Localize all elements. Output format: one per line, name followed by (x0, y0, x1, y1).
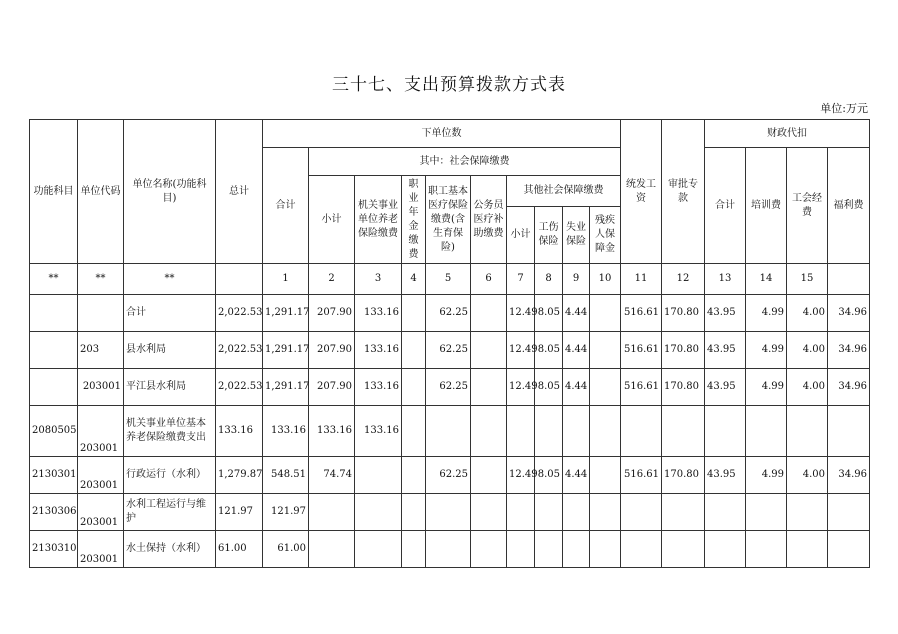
cell-c10 (621, 494, 662, 531)
cell-c7 (535, 406, 563, 457)
cell-c2 (309, 531, 355, 568)
cell-c1: 1,291.17 (263, 369, 309, 406)
cell-c4 (402, 295, 426, 332)
index-cell: 1 (263, 264, 309, 295)
cell-name: 水土保持（水利） (124, 531, 216, 568)
cell-func: 2080505 (30, 406, 78, 457)
header-unit-code: 单位代码 (78, 120, 124, 264)
cell-c7: 8.05 (535, 369, 563, 406)
index-cell (216, 264, 263, 295)
cell-c5 (426, 406, 471, 457)
cell-c5b (471, 457, 507, 494)
cell-func: 2130301 (30, 457, 78, 494)
cell-c8 (563, 494, 590, 531)
cell-c10: 516.61 (621, 332, 662, 369)
cell-c8: 4.44 (563, 369, 590, 406)
cell-code: 203001 (78, 457, 124, 494)
cell-code: 203001 (78, 531, 124, 568)
cell-c3 (355, 457, 402, 494)
cell-c11: 170.80 (662, 457, 705, 494)
index-cell: ** (78, 264, 124, 295)
cell-name: 县水利局 (124, 332, 216, 369)
cell-c5b (471, 332, 507, 369)
cell-c3: 133.16 (355, 295, 402, 332)
header-welfare: 福利费 (828, 148, 870, 264)
cell-code: 203001 (78, 369, 124, 406)
cell-c15 (828, 494, 870, 531)
cell-c8 (563, 531, 590, 568)
cell-c4 (402, 406, 426, 457)
cell-c1: 1,291.17 (263, 332, 309, 369)
cell-c1: 548.51 (263, 457, 309, 494)
header-other-social: 其他社会保障缴费 (507, 176, 621, 207)
budget-table (29, 119, 870, 568)
cell-c2: 207.90 (309, 369, 355, 406)
cell-c4 (402, 531, 426, 568)
cell-c2: 133.16 (309, 406, 355, 457)
header-pension: 机关事业单位养老保险缴费 (355, 176, 402, 264)
cell-c7: 8.05 (535, 295, 563, 332)
index-cell (828, 264, 870, 295)
cell-c1: 133.16 (263, 406, 309, 457)
table-row (30, 457, 870, 494)
index-cell: 5 (426, 264, 471, 295)
page-title: 三十七、支出预算拨款方式表 (332, 75, 566, 95)
cell-total: 61.00 (216, 531, 263, 568)
cell-c12 (705, 531, 746, 568)
header-social-security: 其中：社会保障缴费 (309, 148, 621, 176)
cell-c11: 170.80 (662, 332, 705, 369)
index-cell: 9 (563, 264, 590, 295)
cell-c3: 133.16 (355, 332, 402, 369)
cell-c14: 4.00 (787, 332, 828, 369)
cell-c2 (309, 494, 355, 531)
cell-c12: 43.95 (705, 369, 746, 406)
cell-c4 (402, 332, 426, 369)
cell-c3: 133.16 (355, 406, 402, 457)
header-total: 总计 (216, 120, 263, 264)
cell-c9 (590, 531, 621, 568)
cell-c11: 170.80 (662, 295, 705, 332)
index-row (30, 264, 870, 295)
cell-c9 (590, 295, 621, 332)
cell-c9 (590, 406, 621, 457)
cell-func: 2130310 (30, 531, 78, 568)
index-cell: 8 (535, 264, 563, 295)
cell-c11 (662, 406, 705, 457)
cell-c3 (355, 494, 402, 531)
table-row (30, 295, 870, 332)
index-cell: 4 (402, 264, 426, 295)
cell-code: 203001 (78, 406, 124, 457)
cell-c12 (705, 406, 746, 457)
cell-c7: 8.05 (535, 332, 563, 369)
cell-c6: 12.49 (507, 457, 535, 494)
cell-c12: 43.95 (705, 457, 746, 494)
cell-c10: 516.61 (621, 369, 662, 406)
cell-c9 (590, 332, 621, 369)
cell-c8 (563, 406, 590, 457)
cell-c14: 4.00 (787, 295, 828, 332)
cell-name: 平江县水利局 (124, 369, 216, 406)
cell-c7 (535, 531, 563, 568)
index-cell: 3 (355, 264, 402, 295)
cell-c1: 61.00 (263, 531, 309, 568)
cell-c5b (471, 295, 507, 332)
cell-c15: 34.96 (828, 295, 870, 332)
cell-c2: 207.90 (309, 295, 355, 332)
cell-c13: 4.99 (746, 457, 787, 494)
header-medical: 职工基本医疗保险缴费(含生育保险) (426, 176, 471, 264)
header-civil-medical: 公务员医疗补助缴费 (471, 176, 507, 264)
cell-total: 2,022.53 (216, 332, 263, 369)
cell-func (30, 332, 78, 369)
cell-c12 (705, 494, 746, 531)
cell-c13 (746, 494, 787, 531)
cell-c13: 4.99 (746, 295, 787, 332)
cell-c8: 4.44 (563, 457, 590, 494)
cell-c13: 4.99 (746, 332, 787, 369)
cell-c14 (787, 406, 828, 457)
cell-total: 2,022.53 (216, 369, 263, 406)
cell-c5b (471, 531, 507, 568)
cell-c6: 12.49 (507, 295, 535, 332)
header-union: 工会经费 (787, 148, 828, 264)
cell-c6 (507, 494, 535, 531)
cell-c1: 1,291.17 (263, 295, 309, 332)
cell-name: 水利工程运行与维护 (124, 494, 216, 531)
header-lower-total: 合计 (263, 148, 309, 264)
cell-c4 (402, 457, 426, 494)
cell-c15: 34.96 (828, 457, 870, 494)
cell-c11: 170.80 (662, 369, 705, 406)
index-cell: 11 (621, 264, 662, 295)
cell-c11 (662, 531, 705, 568)
cell-c5 (426, 494, 471, 531)
header-approved-special: 审批专款 (662, 120, 705, 264)
cell-c8: 4.44 (563, 295, 590, 332)
header-unit-name: 单位名称(功能科目) (124, 120, 216, 264)
index-cell: 14 (746, 264, 787, 295)
index-cell: 2 (309, 264, 355, 295)
cell-c5: 62.25 (426, 457, 471, 494)
cell-c5b (471, 406, 507, 457)
unit-label: 单位:万元 (820, 102, 868, 115)
cell-c5: 62.25 (426, 369, 471, 406)
index-cell: 10 (590, 264, 621, 295)
index-cell: 12 (662, 264, 705, 295)
cell-code: 203 (78, 332, 124, 369)
table-row (30, 406, 870, 457)
cell-c3: 133.16 (355, 369, 402, 406)
header-injury: 工伤保险 (535, 207, 563, 264)
cell-c3 (355, 531, 402, 568)
table-row (30, 369, 870, 406)
cell-c10: 516.61 (621, 295, 662, 332)
cell-c10 (621, 531, 662, 568)
header-small-total: 小计 (309, 176, 355, 264)
index-cell: ** (124, 264, 216, 295)
cell-c10: 516.61 (621, 457, 662, 494)
cell-c12: 43.95 (705, 295, 746, 332)
cell-c5b (471, 494, 507, 531)
header-func-code: 功能科目 (30, 120, 78, 264)
header-annuity: 职业年金缴费 (402, 176, 426, 264)
cell-c6 (507, 406, 535, 457)
cell-c14 (787, 531, 828, 568)
table-row (30, 494, 870, 531)
cell-c10 (621, 406, 662, 457)
header-fd-total: 合计 (705, 148, 746, 264)
cell-c13 (746, 531, 787, 568)
cell-total: 133.16 (216, 406, 263, 457)
table-row (30, 531, 870, 568)
cell-func (30, 295, 78, 332)
header-unified-pay: 统发工资 (621, 120, 662, 264)
cell-c4 (402, 494, 426, 531)
index-cell: ** (30, 264, 78, 295)
index-cell: 13 (705, 264, 746, 295)
header-fiscal-deduct: 财政代扣 (705, 120, 870, 148)
cell-c14: 4.00 (787, 457, 828, 494)
cell-code (78, 295, 124, 332)
cell-total: 1,279.87 (216, 457, 263, 494)
cell-c9 (590, 369, 621, 406)
cell-c8: 4.44 (563, 332, 590, 369)
cell-code: 203001 (78, 494, 124, 531)
cell-c13 (746, 406, 787, 457)
cell-c5b (471, 369, 507, 406)
cell-c5 (426, 531, 471, 568)
cell-c6: 12.49 (507, 332, 535, 369)
index-cell: 15 (787, 264, 828, 295)
cell-func (30, 369, 78, 406)
index-cell: 7 (507, 264, 535, 295)
header-lower-units: 下单位数 (263, 120, 621, 148)
cell-func: 2130306 (30, 494, 78, 531)
cell-c15: 34.96 (828, 332, 870, 369)
cell-c14 (787, 494, 828, 531)
cell-c9 (590, 494, 621, 531)
header-unemployment: 失业保险 (563, 207, 590, 264)
header-other-small: 小计 (507, 207, 535, 264)
cell-c7: 8.05 (535, 457, 563, 494)
cell-c7 (535, 494, 563, 531)
header-training: 培训费 (746, 148, 787, 264)
cell-name: 机关事业单位基本养老保险缴费支出 (124, 406, 216, 457)
cell-c11 (662, 494, 705, 531)
cell-c5: 62.25 (426, 295, 471, 332)
table-row (30, 332, 870, 369)
cell-c12: 43.95 (705, 332, 746, 369)
cell-total: 2,022.53 (216, 295, 263, 332)
cell-c15: 34.96 (828, 369, 870, 406)
cell-name: 合计 (124, 295, 216, 332)
cell-total: 121.97 (216, 494, 263, 531)
header-disabled: 残疾人保障金 (590, 207, 621, 264)
cell-c6: 12.49 (507, 369, 535, 406)
cell-c15 (828, 531, 870, 568)
cell-c5: 62.25 (426, 332, 471, 369)
cell-c6 (507, 531, 535, 568)
index-cell: 6 (471, 264, 507, 295)
cell-c13: 4.99 (746, 369, 787, 406)
cell-c9 (590, 457, 621, 494)
cell-c2: 207.90 (309, 332, 355, 369)
cell-c4 (402, 369, 426, 406)
cell-c14: 4.00 (787, 369, 828, 406)
cell-c15 (828, 406, 870, 457)
cell-name: 行政运行（水利） (124, 457, 216, 494)
cell-c1: 121.97 (263, 494, 309, 531)
cell-c2: 74.74 (309, 457, 355, 494)
